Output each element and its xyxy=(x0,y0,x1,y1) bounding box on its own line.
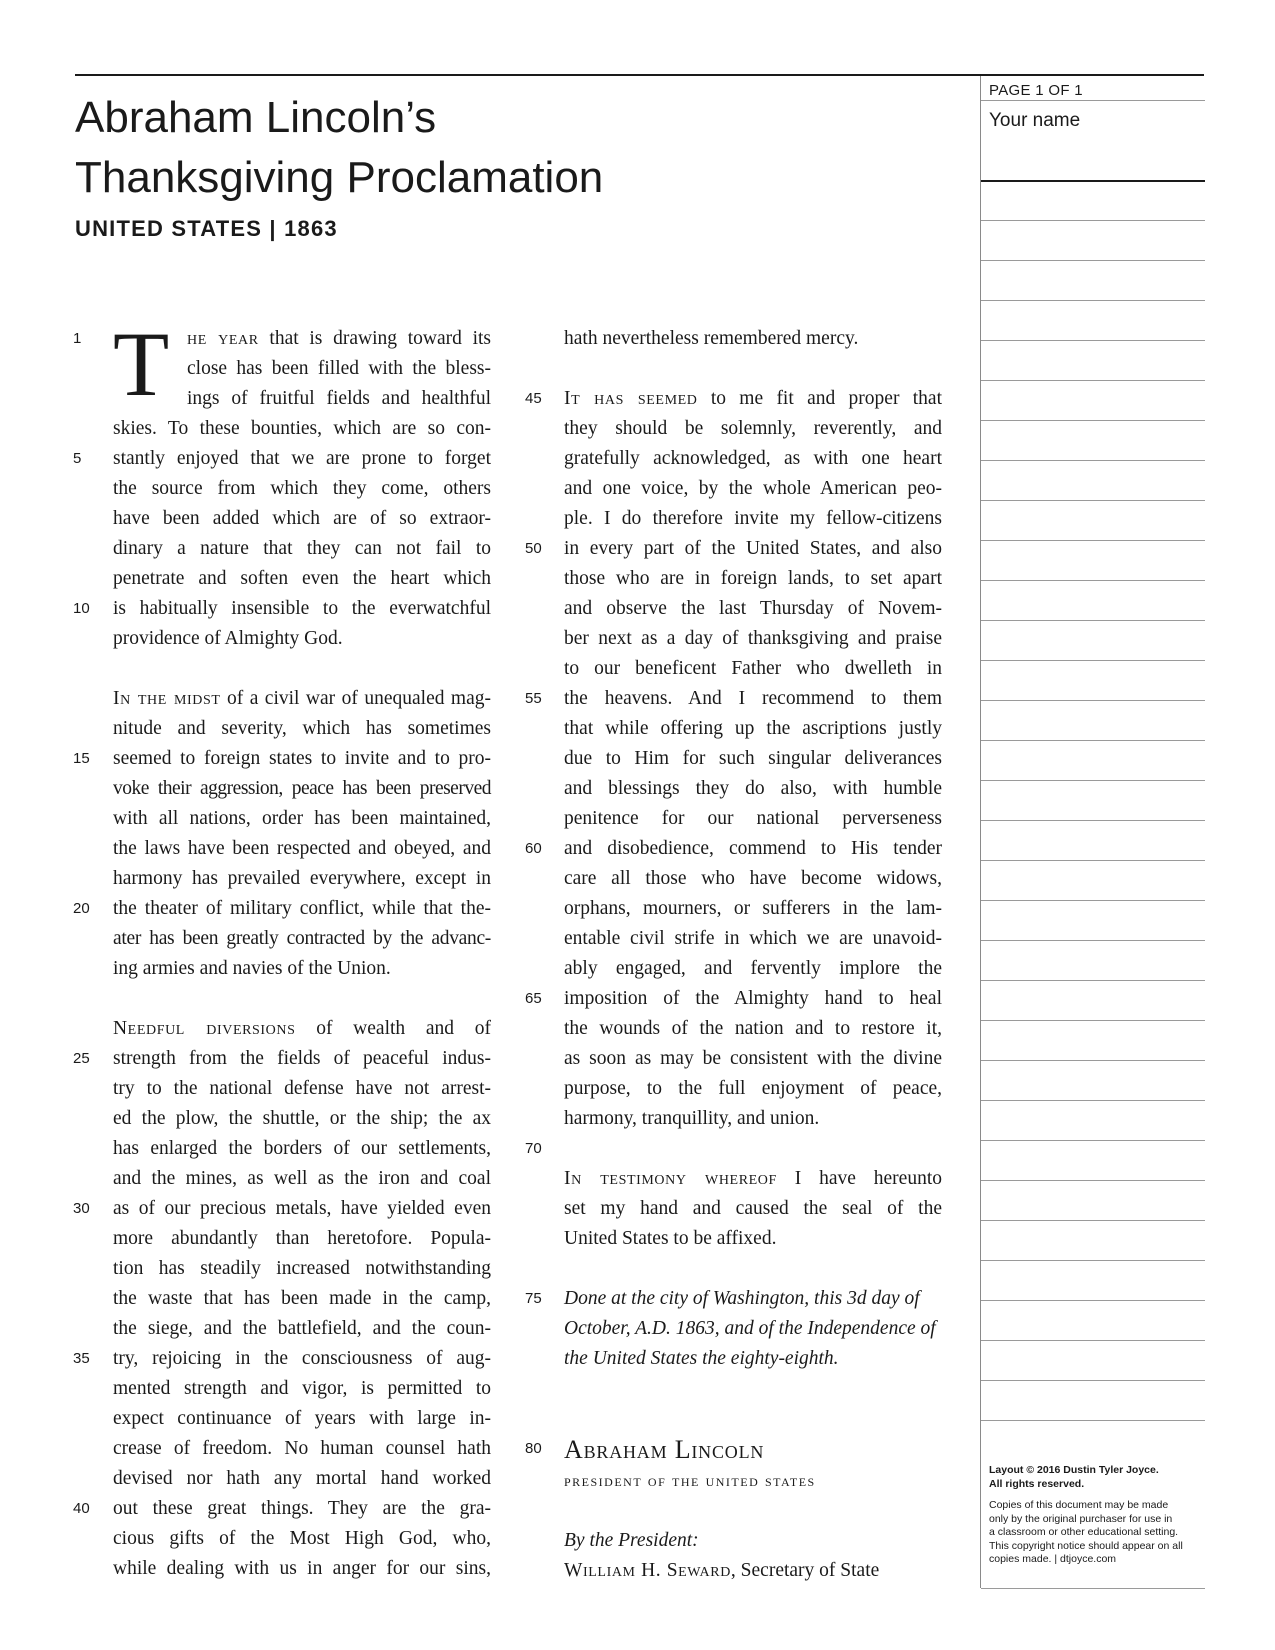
note-line[interactable] xyxy=(981,500,1205,501)
note-line[interactable] xyxy=(981,1260,1205,1261)
copyright-line: Layout © 2016 Dustin Tyler Joyce. xyxy=(989,1464,1159,1476)
signature-title: president of the united states xyxy=(564,1471,816,1490)
text-line: in every part of the United States, and also xyxy=(564,538,942,559)
text-column-2 xyxy=(564,324,942,1586)
notice-line: Copies of this document may be made xyxy=(989,1499,1169,1511)
text-line: with all nations, order has been maintained, xyxy=(113,808,491,829)
page-label: PAGE 1 OF 1 xyxy=(989,82,1083,99)
text-line: hath nevertheless remembered mercy. xyxy=(564,328,859,349)
text-line: strength from the fields of peaceful indus- xyxy=(113,1048,491,1069)
text-line: penetrate and soften even the heart which xyxy=(113,568,491,589)
text-line: and the mines, as well as the iron and coal xyxy=(113,1168,491,1189)
text-line: the source from which they come, others xyxy=(113,478,491,499)
text-line: voke their aggression, peace has been preserved xyxy=(113,778,491,799)
title-line-2: Thanksgiving Proclamation xyxy=(75,153,604,202)
text-line: and one voice, by the whole American peo- xyxy=(564,478,942,499)
text-line: In the midst of a civil war of unequaled mag- xyxy=(113,688,492,709)
line-number: 10 xyxy=(73,600,90,617)
text-line: imposition of the Almighty hand to heal xyxy=(564,988,942,1009)
note-line[interactable] xyxy=(981,1340,1205,1341)
notes-sidebar xyxy=(980,76,1204,1588)
page-subtitle: UNITED STATES | 1863 xyxy=(75,216,338,241)
line-number: 70 xyxy=(525,1140,542,1157)
text-line: ater has been greatly contracted by the advanc- xyxy=(113,928,491,949)
text-line: and disobedience, commend to His tender xyxy=(564,838,942,859)
note-line[interactable] xyxy=(981,900,1205,901)
note-line[interactable] xyxy=(981,1180,1205,1181)
text-line: as of our precious metals, have yielded even xyxy=(113,1198,491,1219)
text-line: that while offering up the ascriptions justly xyxy=(564,718,942,739)
text-line: nitude and severity, which has sometimes xyxy=(113,718,491,739)
notice-line: This copyright notice should appear on all xyxy=(989,1539,1183,1552)
note-line[interactable] xyxy=(981,1380,1205,1381)
text-line: the wounds of the nation and to restore it, xyxy=(564,1018,942,1039)
copyright-notice xyxy=(989,1464,1203,1567)
text-line: It has seemed to me fit and proper that xyxy=(564,388,943,409)
notice-line: only by the original purchaser for use in xyxy=(989,1512,1173,1525)
line-number: 20 xyxy=(73,900,90,917)
line-number: 65 xyxy=(525,990,542,1007)
text-line: and observe the last Thursday of Novem- xyxy=(564,598,942,619)
text-line: the laws have been respected and obeyed, and xyxy=(113,838,491,859)
text-line: he year that is drawing toward its xyxy=(187,328,492,349)
text-line: they should be solemnly, reverently, and xyxy=(564,418,942,439)
sidebar-bottom-line xyxy=(981,1588,1205,1589)
note-line[interactable] xyxy=(981,1140,1205,1141)
text-line: dinary a nature that they can not fail to xyxy=(113,538,491,559)
note-line[interactable] xyxy=(981,820,1205,821)
note-line[interactable] xyxy=(981,260,1205,261)
text-line: due to Him for such singular deliverances xyxy=(564,748,942,769)
title-line-1: Abraham Lincoln’s xyxy=(75,93,437,142)
text-line: try, rejoicing in the consciousness of aug- xyxy=(113,1348,491,1369)
text-line: October, A.D. 1863, and of the Independence of xyxy=(564,1318,936,1339)
note-line[interactable] xyxy=(981,380,1205,381)
text-line: set my hand and caused the seal of the xyxy=(564,1198,942,1219)
text-column-1 xyxy=(113,313,492,1584)
text-line: crease of freedom. No human counsel hath xyxy=(113,1438,491,1459)
drop-cap: T xyxy=(113,313,170,415)
note-line[interactable] xyxy=(981,700,1205,701)
text-line: harmony has prevailed everywhere, except in xyxy=(113,868,491,889)
text-line: try to the national defense have not arrest- xyxy=(113,1078,491,1099)
text-line: while dealing with us in anger for our sins, xyxy=(113,1558,491,1579)
note-line[interactable] xyxy=(981,620,1205,621)
name-field-label: Your name xyxy=(989,110,1081,131)
note-line[interactable] xyxy=(981,220,1205,221)
note-line[interactable] xyxy=(981,780,1205,781)
text-line: care all those who have become widows, xyxy=(564,868,942,889)
text-line: more abundantly than heretofore. Popula- xyxy=(113,1228,491,1249)
text-line: skies. To these bounties, which are so con- xyxy=(113,418,491,439)
line-number: 45 xyxy=(525,390,542,407)
text-line: the waste that has been made in the camp, xyxy=(113,1288,491,1309)
text-line: expect continuance of years with large in- xyxy=(113,1408,491,1429)
page-title xyxy=(75,88,955,208)
text-line: providence of Almighty God. xyxy=(113,628,343,649)
notice-line: copies made. | dtjoyce.com xyxy=(989,1553,1117,1565)
name-field-line[interactable] xyxy=(981,180,1205,182)
note-line[interactable] xyxy=(981,1020,1205,1021)
note-line[interactable] xyxy=(981,1300,1205,1301)
note-line[interactable] xyxy=(981,740,1205,741)
text-line: penitence for our national perverseness xyxy=(564,808,942,829)
text-line: out these great things. They are the gra- xyxy=(113,1498,491,1519)
line-number: 50 xyxy=(525,540,542,557)
signature-name: Abraham Lincoln xyxy=(564,1435,765,1464)
text-line: has enlarged the borders of our settlements, xyxy=(113,1138,491,1159)
line-number: 80 xyxy=(525,1440,542,1457)
text-line: Needful diversions of wealth and of xyxy=(113,1018,491,1039)
text-line: the heavens. And I recommend to them xyxy=(564,688,942,709)
line-number: 30 xyxy=(73,1200,90,1217)
note-line[interactable] xyxy=(981,420,1205,421)
line-number: 15 xyxy=(73,750,90,767)
text-line: and blessings they do also, with humble xyxy=(564,778,942,799)
note-line[interactable] xyxy=(981,580,1205,581)
note-line[interactable] xyxy=(981,540,1205,541)
text-line: ings of fruitful fields and healthful xyxy=(187,388,491,409)
secretary-line: William H. Seward, Secretary of State xyxy=(564,1560,880,1581)
line-number: 35 xyxy=(73,1350,90,1367)
rights-line: All rights reserved. xyxy=(989,1477,1085,1490)
note-line[interactable] xyxy=(981,660,1205,661)
text-line: the siege, and the battlefield, and the coun- xyxy=(113,1318,491,1339)
line-number: 75 xyxy=(525,1290,542,1307)
note-line[interactable] xyxy=(981,1220,1205,1221)
text-line: harmony, tranquillity, and union. xyxy=(564,1108,820,1129)
line-number: 25 xyxy=(73,1050,90,1067)
divider-line xyxy=(981,100,1205,101)
text-line: those who are in foreign lands, to set apart xyxy=(564,568,942,589)
note-line[interactable] xyxy=(981,340,1205,341)
text-line: cious gifts of the Most High God, who, xyxy=(113,1528,491,1549)
text-line: Done at the city of Washington, this 3d day of xyxy=(564,1288,920,1309)
text-line: seemed to foreign states to invite and to pro- xyxy=(113,748,491,769)
text-line: as soon as may be consistent with the divine xyxy=(564,1048,942,1069)
note-line[interactable] xyxy=(981,300,1205,301)
text-line: ple. I do therefore invite my fellow-citizens xyxy=(564,508,942,529)
line-number: 1 xyxy=(73,330,82,347)
text-line: purpose, to the full enjoyment of peace, xyxy=(564,1078,942,1099)
text-line: ably engaged, and fervently implore the xyxy=(564,958,942,979)
text-line: devised nor hath any mortal hand worked xyxy=(113,1468,491,1489)
note-line[interactable] xyxy=(981,860,1205,861)
text-line: In testimony whereof I have hereunto xyxy=(564,1168,942,1189)
text-line: the theater of military conflict, while that the- xyxy=(113,898,491,919)
line-number: 60 xyxy=(525,840,542,857)
text-line: to our beneficent Father who dwelleth in xyxy=(564,658,942,679)
line-number: 55 xyxy=(525,690,542,707)
line-number: 5 xyxy=(73,450,82,467)
text-line: the United States the eighty-eighth. xyxy=(564,1348,839,1369)
text-line: have been added which are of so extraor- xyxy=(113,508,491,529)
text-line: ber next as a day of thanksgiving and praise xyxy=(564,628,942,649)
by-president: By the President: xyxy=(564,1530,699,1551)
note-line[interactable] xyxy=(981,1420,1205,1421)
text-line: mented strength and vigor, is permitted to xyxy=(113,1378,491,1399)
text-line: ed the plow, the shuttle, or the ship; the ax xyxy=(113,1108,491,1129)
text-line: is habitually insensible to the everwatchful xyxy=(113,598,491,619)
line-number: 40 xyxy=(73,1500,90,1517)
text-line: close has been filled with the bless- xyxy=(187,358,491,379)
note-line[interactable] xyxy=(981,1060,1205,1061)
note-line[interactable] xyxy=(981,980,1205,981)
text-line: ing armies and navies of the Union. xyxy=(113,958,391,979)
text-line: orphans, mourners, or sufferers in the lam- xyxy=(564,898,942,919)
note-line[interactable] xyxy=(981,460,1205,461)
note-line[interactable] xyxy=(981,1100,1205,1101)
text-line: gratefully acknowledged, as with one heart xyxy=(564,448,942,469)
text-line: entable civil strife in which we are unavoid- xyxy=(564,928,942,949)
text-line: stantly enjoyed that we are prone to forget xyxy=(113,448,491,469)
note-line[interactable] xyxy=(981,940,1205,941)
notice-line: a classroom or other educational setting. xyxy=(989,1526,1179,1538)
text-line: tion has steadily increased notwithstanding xyxy=(113,1258,491,1279)
text-line: United States to be affixed. xyxy=(564,1228,777,1249)
